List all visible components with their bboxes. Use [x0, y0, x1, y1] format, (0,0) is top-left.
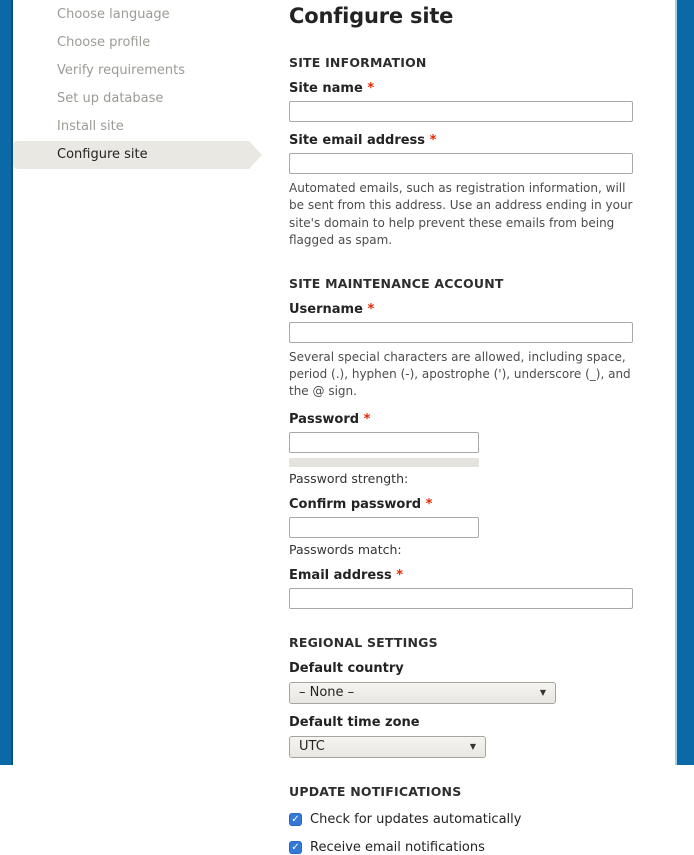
username-help: Several special characters are allowed, including space, period (.), hyphen (-), apostrophe ('), underscore (_), and the @ sign.: [289, 349, 631, 399]
field-password: [289, 412, 633, 486]
step-label: Install site: [57, 119, 124, 134]
step-verify-requirements: [13, 57, 249, 85]
default-country-label: Default country: [289, 660, 404, 676]
left-blue-strip: [0, 0, 13, 765]
step-choose-language: [13, 1, 249, 29]
step-set-up-database: [13, 85, 249, 113]
chevron-down-icon: ▼: [539, 687, 546, 697]
step-install-site: [13, 113, 249, 141]
field-default-timezone: [289, 715, 633, 758]
step-choose-profile: [13, 29, 249, 57]
section-regional-settings: [289, 635, 633, 758]
password-strength-bar: [289, 458, 479, 467]
selected-country-value: – None –: [299, 685, 355, 701]
required-asterisk: *: [367, 301, 375, 317]
site-email-input[interactable]: [289, 153, 633, 174]
configure-site-form: [289, 0, 633, 855]
field-email-address: [289, 568, 633, 609]
check-updates-checkbox[interactable]: ✓: [289, 813, 302, 826]
section-title-maintenance-account: SITE MAINTENANCE ACCOUNT: [289, 275, 504, 291]
confirm-password-label: Confirm password *: [289, 496, 433, 512]
site-name-label: Site name *: [289, 81, 375, 96]
section-maintenance-account: [289, 276, 633, 609]
check-updates-label: Check for updates automatically: [310, 811, 522, 827]
username-input[interactable]: [289, 322, 633, 343]
check-updates-row: [289, 812, 633, 827]
section-update-notifications: [289, 784, 633, 855]
password-input[interactable]: [289, 432, 479, 453]
required-asterisk: *: [429, 133, 437, 148]
site-name-input[interactable]: [289, 101, 633, 122]
section-title-site-information: SITE INFORMATION: [289, 55, 427, 70]
required-asterisk: *: [367, 81, 375, 96]
step-label: Choose language: [57, 7, 170, 22]
install-steps-sidebar: [13, 1, 249, 169]
step-label: Verify requirements: [57, 63, 186, 78]
required-asterisk: *: [396, 567, 404, 583]
field-default-country: [289, 661, 633, 704]
default-timezone-label: Default time zone: [289, 714, 420, 730]
password-strength-text: Password strength:: [289, 470, 409, 486]
field-site-email: [289, 133, 633, 250]
field-site-name: [289, 81, 633, 122]
right-blue-strip: [675, 0, 694, 765]
email-address-label: Email address *: [289, 567, 404, 583]
selected-timezone-value: UTC: [299, 739, 325, 755]
step-label: Choose profile: [57, 35, 151, 50]
step-label: Configure site: [57, 147, 148, 162]
email-notifications-checkbox[interactable]: ✓: [289, 841, 302, 854]
email-address-input[interactable]: [289, 588, 633, 609]
section-site-information: [289, 55, 633, 250]
passwords-match-text: Passwords match:: [289, 541, 402, 557]
section-title-regional-settings: REGIONAL SETTINGS: [289, 634, 438, 650]
field-confirm-password: [289, 497, 633, 557]
required-asterisk: *: [425, 496, 433, 512]
email-notifications-row: [289, 840, 633, 855]
step-label: Set up database: [57, 91, 164, 106]
site-email-label: Site email address *: [289, 133, 437, 148]
email-notifications-label: Receive email notifications: [310, 839, 485, 855]
password-label: Password *: [289, 411, 371, 427]
default-country-select[interactable]: [289, 682, 556, 704]
page-title: Configure site: [289, 4, 454, 28]
confirm-password-input[interactable]: [289, 517, 479, 538]
required-asterisk: *: [363, 411, 371, 427]
chevron-down-icon: ▼: [469, 741, 476, 751]
site-email-help: Automated emails, such as registration information, will be sent from this address. Use an address ending in your site's domain to help prevent these emails from being flagged as spam.: [289, 181, 633, 248]
username-label: Username *: [289, 301, 375, 317]
default-timezone-select[interactable]: [289, 736, 486, 758]
field-username: [289, 302, 633, 401]
section-title-update-notifications: UPDATE NOTIFICATIONS: [289, 783, 462, 799]
step-configure-site-active: [13, 141, 249, 169]
